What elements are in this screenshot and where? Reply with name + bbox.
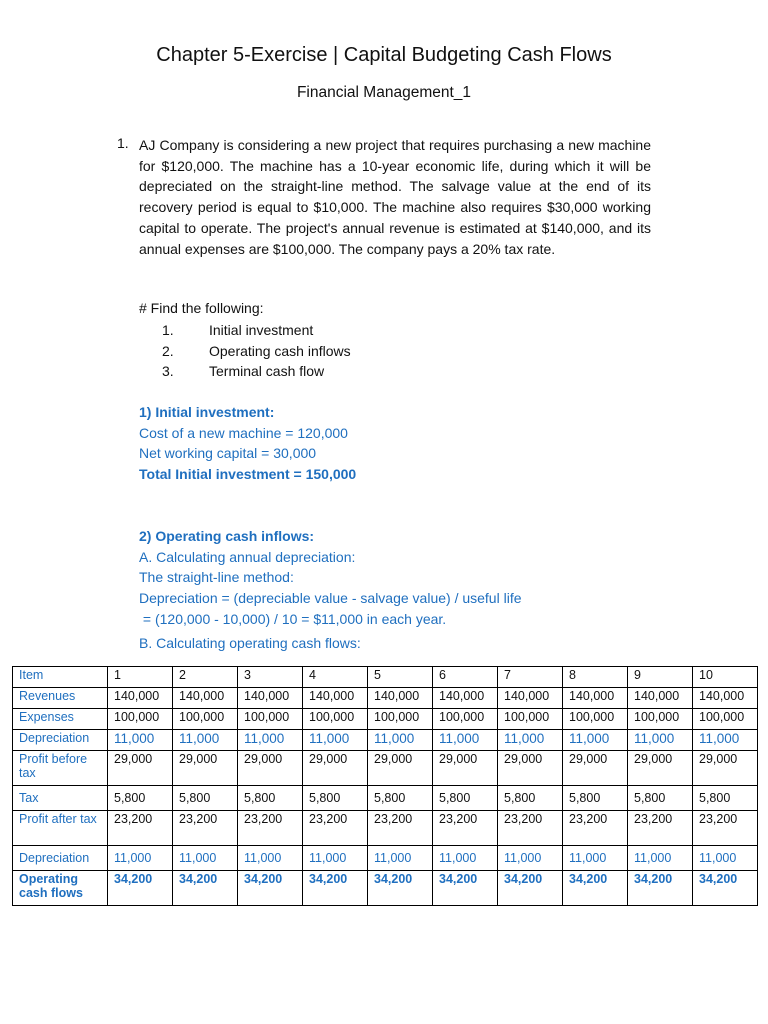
table-cell: 100,000 — [563, 709, 628, 730]
section1-heading: 1) Initial investment: — [139, 404, 275, 420]
table-cell: 11,000 — [693, 846, 758, 871]
table-cell: 5,800 — [628, 786, 693, 811]
cash-flows-subheading: B. Calculating operating cash flows: — [139, 634, 361, 651]
list-item-number: 3. — [162, 363, 174, 380]
table-cell: 11,000 — [433, 846, 498, 871]
table-cell: 11,000 — [303, 730, 368, 751]
table-cell: 140,000 — [173, 688, 238, 709]
table-cell: 5,800 — [303, 786, 368, 811]
table-cell: 100,000 — [628, 709, 693, 730]
table-row — [13, 730, 758, 751]
table-row — [13, 811, 758, 846]
find-label: # Find the following: — [139, 300, 264, 316]
row-label: Depreciation — [13, 730, 108, 751]
table-cell: 140,000 — [628, 688, 693, 709]
table-cell: 29,000 — [238, 751, 303, 786]
table-cell: 23,200 — [368, 811, 433, 846]
table-cell: 100,000 — [173, 709, 238, 730]
table-cell: 100,000 — [368, 709, 433, 730]
table-row — [13, 786, 758, 811]
table-cell: 23,200 — [693, 811, 758, 846]
table-cell: 34,200 — [628, 871, 693, 906]
table-cell: 29,000 — [433, 751, 498, 786]
table-cell: 11,000 — [173, 846, 238, 871]
table-cell: 5,800 — [693, 786, 758, 811]
table-cell: 100,000 — [238, 709, 303, 730]
table-cell: 5,800 — [563, 786, 628, 811]
table-cell: 23,200 — [173, 811, 238, 846]
table-cell: 140,000 — [238, 688, 303, 709]
question-number: 1. — [117, 135, 129, 151]
table-cell: 34,200 — [173, 871, 238, 906]
table-cell: 140,000 — [368, 688, 433, 709]
question-text: AJ Company is considering a new project that requires purchasing a new machine for $120,000. The machine has a 10-year economic life, during which it will be depreciated on the straight-line method. The salvage value at the end of its recovery period is equal to $10,000. The machine also requires $30,000 working capital to operate. The project's annual revenue is estimated at $140,000, and its annual expenses are $100,000. The company pays a 20% tax rate. — [139, 137, 651, 257]
table-cell: 11,000 — [628, 730, 693, 751]
table-cell: 5,800 — [498, 786, 563, 811]
table-cell: 5,800 — [108, 786, 173, 811]
table-cell: 11,000 — [303, 846, 368, 871]
column-header-year: 7 — [498, 667, 563, 688]
table-cell: 29,000 — [303, 751, 368, 786]
table-cell: 23,200 — [563, 811, 628, 846]
table-cell: 11,000 — [498, 846, 563, 871]
table-cell: 11,000 — [433, 730, 498, 751]
column-header-year: 8 — [563, 667, 628, 688]
page-subtitle: Financial Management_1 — [296, 84, 472, 101]
list-item-label: Terminal cash flow — [209, 363, 325, 380]
calc-line: = (120,000 - 10,000) / 10 = $11,000 in each year. — [139, 610, 447, 627]
depreciation-subheading: A. Calculating annual depreciation: — [139, 548, 356, 565]
table-cell: 34,200 — [433, 871, 498, 906]
table-cell: 100,000 — [693, 709, 758, 730]
table-cell: 34,200 — [238, 871, 303, 906]
table-row — [13, 751, 758, 786]
table-cell: 29,000 — [498, 751, 563, 786]
table-cell: 5,800 — [173, 786, 238, 811]
row-label: Depreciation — [13, 846, 108, 871]
column-header-year: 3 — [238, 667, 303, 688]
table-cell: 29,000 — [563, 751, 628, 786]
table-cell: 140,000 — [693, 688, 758, 709]
row-label: Operating cash flows — [13, 871, 108, 906]
table-cell: 11,000 — [108, 846, 173, 871]
column-header-year: 9 — [628, 667, 693, 688]
table-cell: 11,000 — [368, 730, 433, 751]
column-header-year: 1 — [108, 667, 173, 688]
formula-line: Depreciation = (depreciable value - salvage value) / useful life — [139, 590, 522, 607]
working-capital-line: Net working capital = 30,000 — [139, 445, 317, 462]
column-header-item: Item — [13, 667, 108, 688]
row-label: Revenues — [13, 688, 108, 709]
total-investment-line: Total Initial investment = 150,000 — [139, 466, 357, 483]
row-label: Tax — [13, 786, 108, 811]
table-cell: 29,000 — [368, 751, 433, 786]
table-cell: 29,000 — [108, 751, 173, 786]
row-label: Expenses — [13, 709, 108, 730]
table-cell: 11,000 — [563, 730, 628, 751]
list-item — [162, 341, 351, 362]
table-cell: 23,200 — [433, 811, 498, 846]
table-cell: 5,800 — [433, 786, 498, 811]
list-item-label: Initial investment — [209, 322, 314, 338]
table-cell: 34,200 — [693, 871, 758, 906]
table-cell: 5,800 — [368, 786, 433, 811]
table-cell: 5,800 — [238, 786, 303, 811]
table-cell: 23,200 — [303, 811, 368, 846]
row-label: Profit before tax — [13, 751, 108, 786]
table-cell: 11,000 — [498, 730, 563, 751]
table-cell: 11,000 — [173, 730, 238, 751]
table-cell: 11,000 — [368, 846, 433, 871]
table-cell: 11,000 — [108, 730, 173, 751]
table-cell: 29,000 — [628, 751, 693, 786]
column-header-year: 2 — [173, 667, 238, 688]
table-cell: 34,200 — [368, 871, 433, 906]
cash-flow-table — [12, 666, 758, 906]
table-cell: 34,200 — [108, 871, 173, 906]
column-header-year: 5 — [368, 667, 433, 688]
table-cell: 34,200 — [498, 871, 563, 906]
row-label: Profit after tax — [13, 811, 108, 846]
list-item-number: 2. — [162, 342, 174, 359]
table-cell: 100,000 — [108, 709, 173, 730]
table-cell: 29,000 — [173, 751, 238, 786]
table-cell: 23,200 — [628, 811, 693, 846]
section-initial-investment — [139, 402, 356, 485]
machine-cost-line: Cost of a new machine = 120,000 — [139, 424, 348, 441]
column-header-year: 4 — [303, 667, 368, 688]
table-row — [13, 709, 758, 730]
list-item — [162, 320, 351, 341]
find-list — [162, 320, 351, 382]
table-cell: 23,200 — [108, 811, 173, 846]
section2-heading: 2) Operating cash inflows: — [139, 528, 315, 544]
column-header-year: 6 — [433, 667, 498, 688]
table-header-row — [13, 667, 758, 688]
page-title: Chapter 5-Exercise | Capital Budgeting Cash Flows — [156, 44, 612, 66]
table-cell: 29,000 — [693, 751, 758, 786]
method-line: The straight-line method: — [139, 569, 294, 586]
table-cell: 11,000 — [563, 846, 628, 871]
table-cell: 100,000 — [303, 709, 368, 730]
table-cell: 100,000 — [498, 709, 563, 730]
table-cell: 140,000 — [563, 688, 628, 709]
table-cell: 34,200 — [303, 871, 368, 906]
table-cell: 140,000 — [433, 688, 498, 709]
table-cell: 11,000 — [238, 730, 303, 751]
table-cell: 100,000 — [433, 709, 498, 730]
list-item-label: Operating cash inflows — [209, 342, 351, 359]
list-item — [162, 361, 351, 382]
table-row — [13, 688, 758, 709]
table-cell: 140,000 — [498, 688, 563, 709]
table-cell: 11,000 — [628, 846, 693, 871]
table-cell: 11,000 — [693, 730, 758, 751]
table-row — [13, 871, 758, 906]
table-cell: 11,000 — [238, 846, 303, 871]
table-cell: 23,200 — [238, 811, 303, 846]
column-header-year: 10 — [693, 667, 758, 688]
table-row — [13, 846, 758, 871]
table-cell: 140,000 — [108, 688, 173, 709]
table-cell: 34,200 — [563, 871, 628, 906]
table-cell: 140,000 — [303, 688, 368, 709]
table-cell: 23,200 — [498, 811, 563, 846]
section-operating-cash-inflows — [139, 526, 522, 653]
list-item-number: 1. — [162, 322, 174, 338]
